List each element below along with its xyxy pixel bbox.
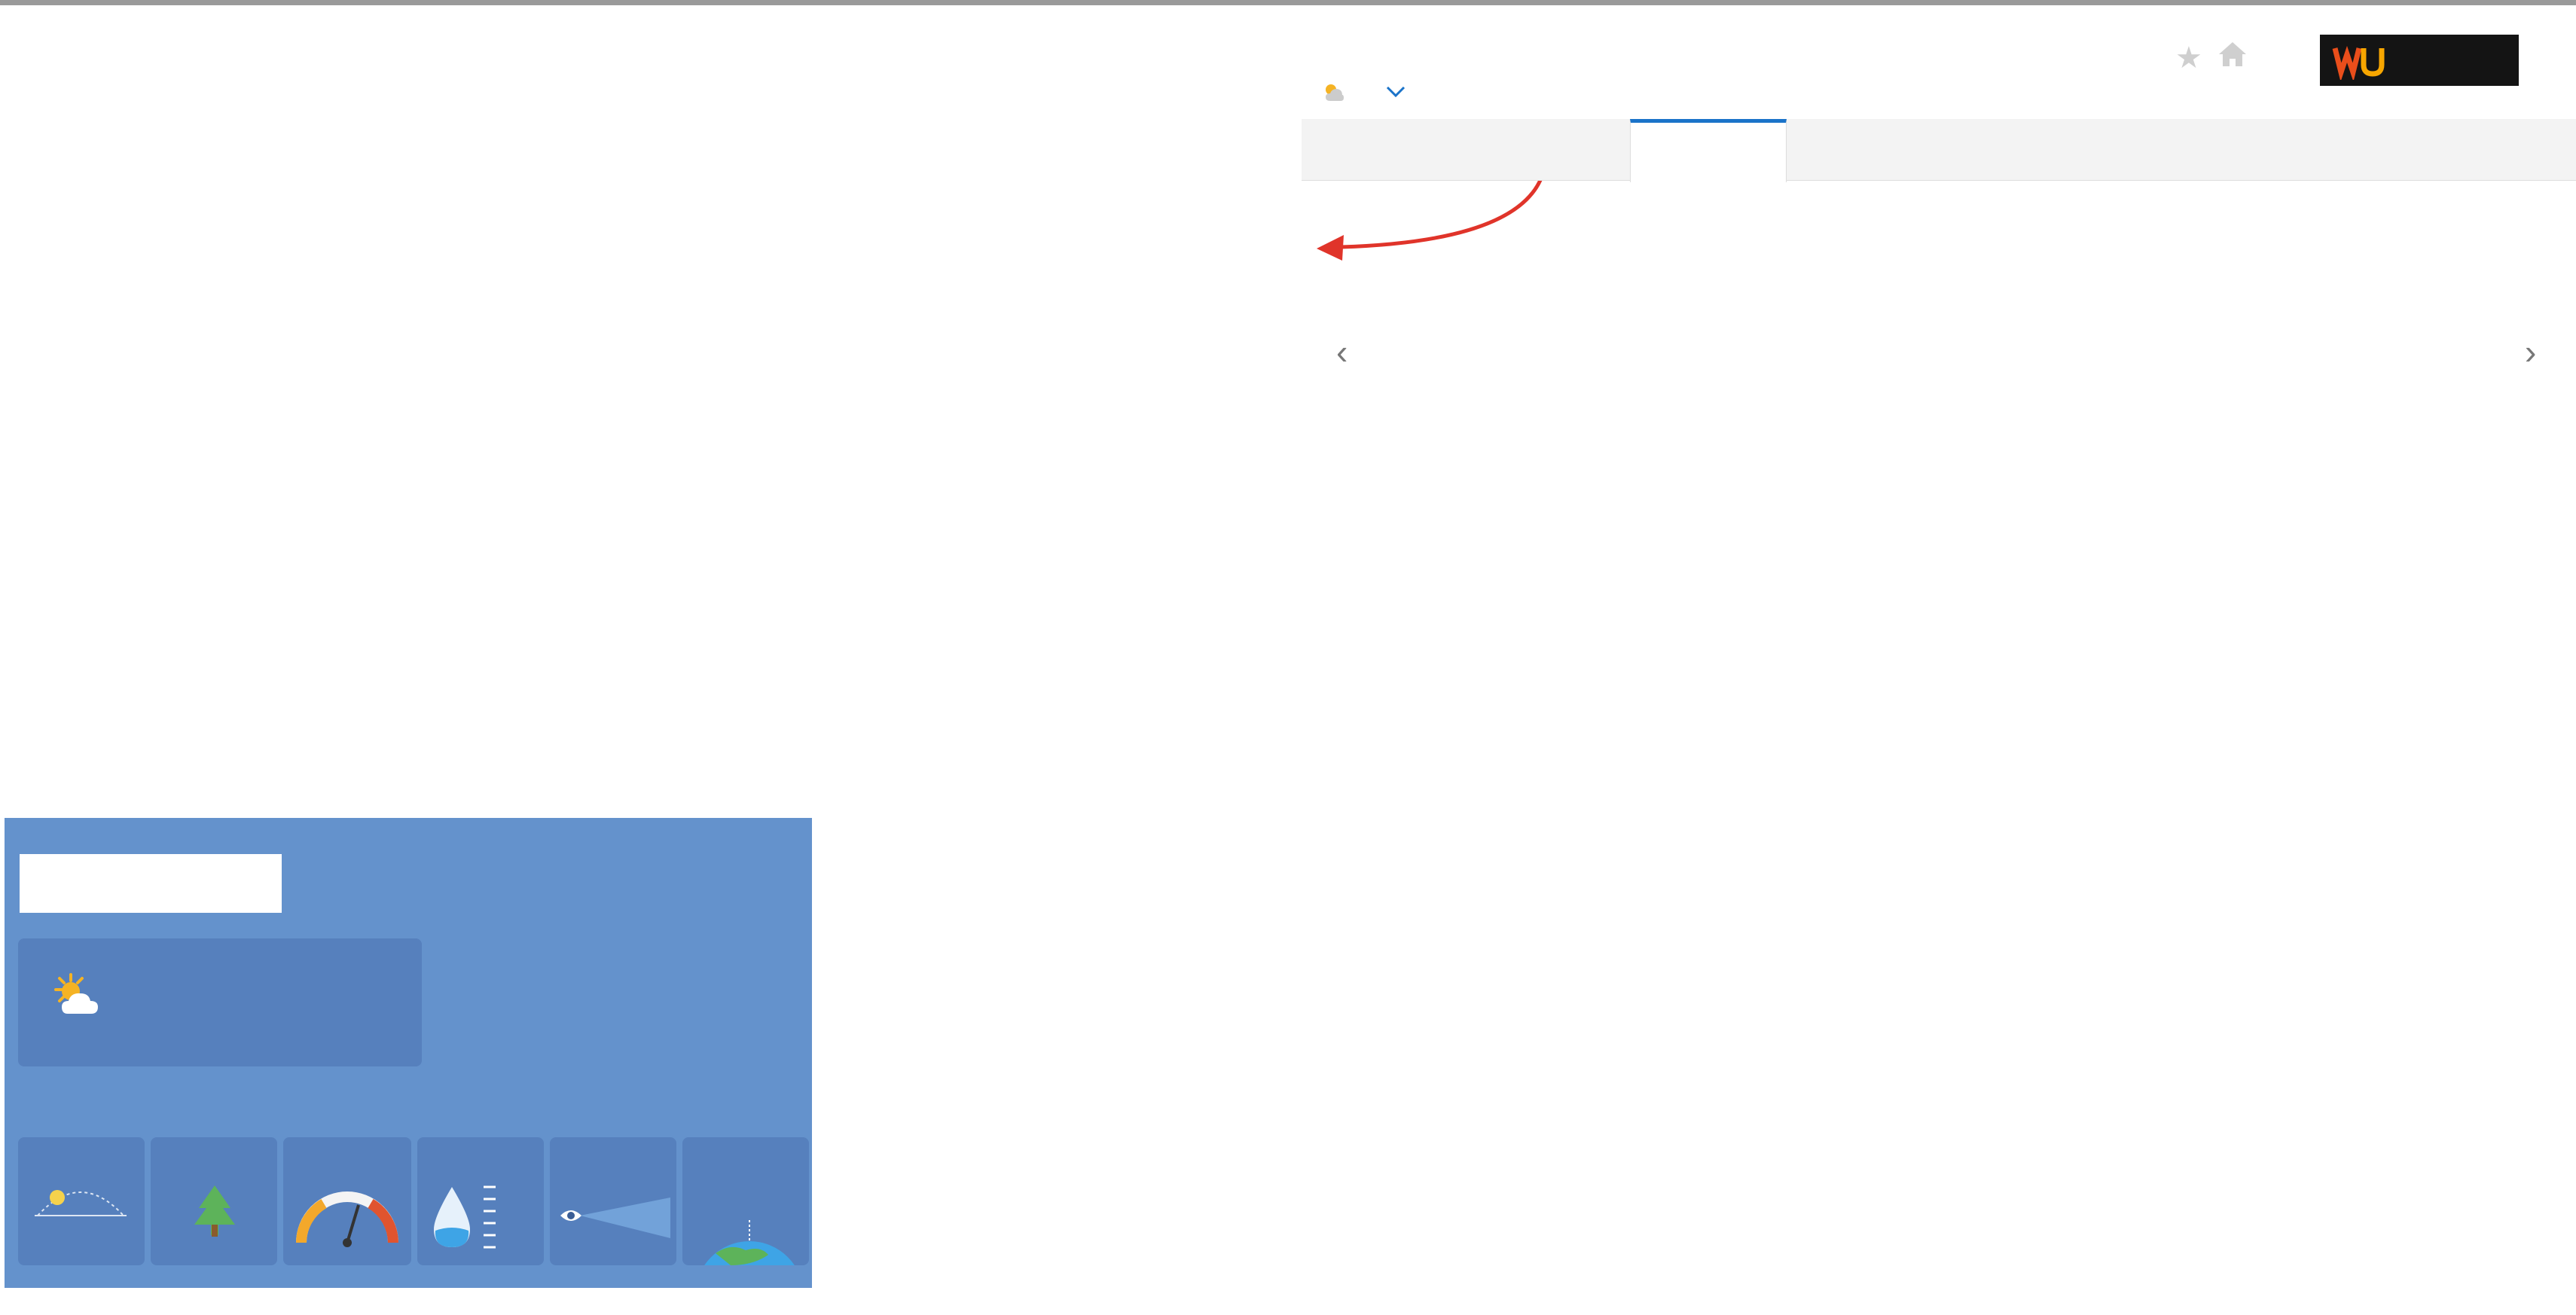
sun-cloud-icon bbox=[45, 970, 113, 1023]
globe-icon bbox=[693, 1220, 806, 1265]
twn-wind-card bbox=[151, 1137, 277, 1265]
weather-network-widget bbox=[5, 818, 812, 1288]
wu-charts bbox=[1302, 0, 2576, 1205]
twn-datetime-box bbox=[20, 854, 282, 913]
twn-pressure-card bbox=[283, 1137, 411, 1265]
twn-visibility-card bbox=[550, 1137, 676, 1265]
humidity-scale bbox=[482, 1182, 497, 1258]
twn-ceiling-card bbox=[682, 1137, 809, 1265]
eye-icon bbox=[557, 1194, 670, 1240]
tree-icon bbox=[188, 1182, 241, 1243]
pressure-gauge-icon bbox=[294, 1188, 401, 1247]
prev-days-arrow[interactable]: ‹ bbox=[1336, 332, 1348, 371]
twn-date-card bbox=[18, 1137, 145, 1265]
twn-humidity-card bbox=[417, 1137, 544, 1265]
sunrise-sunset-icon bbox=[32, 1176, 130, 1222]
next-days-arrow[interactable]: › bbox=[2525, 332, 2537, 371]
favorite-star-icon[interactable]: ★ bbox=[2175, 41, 2202, 75]
twn-current-conditions bbox=[18, 938, 422, 1066]
water-drop-icon bbox=[429, 1184, 475, 1252]
